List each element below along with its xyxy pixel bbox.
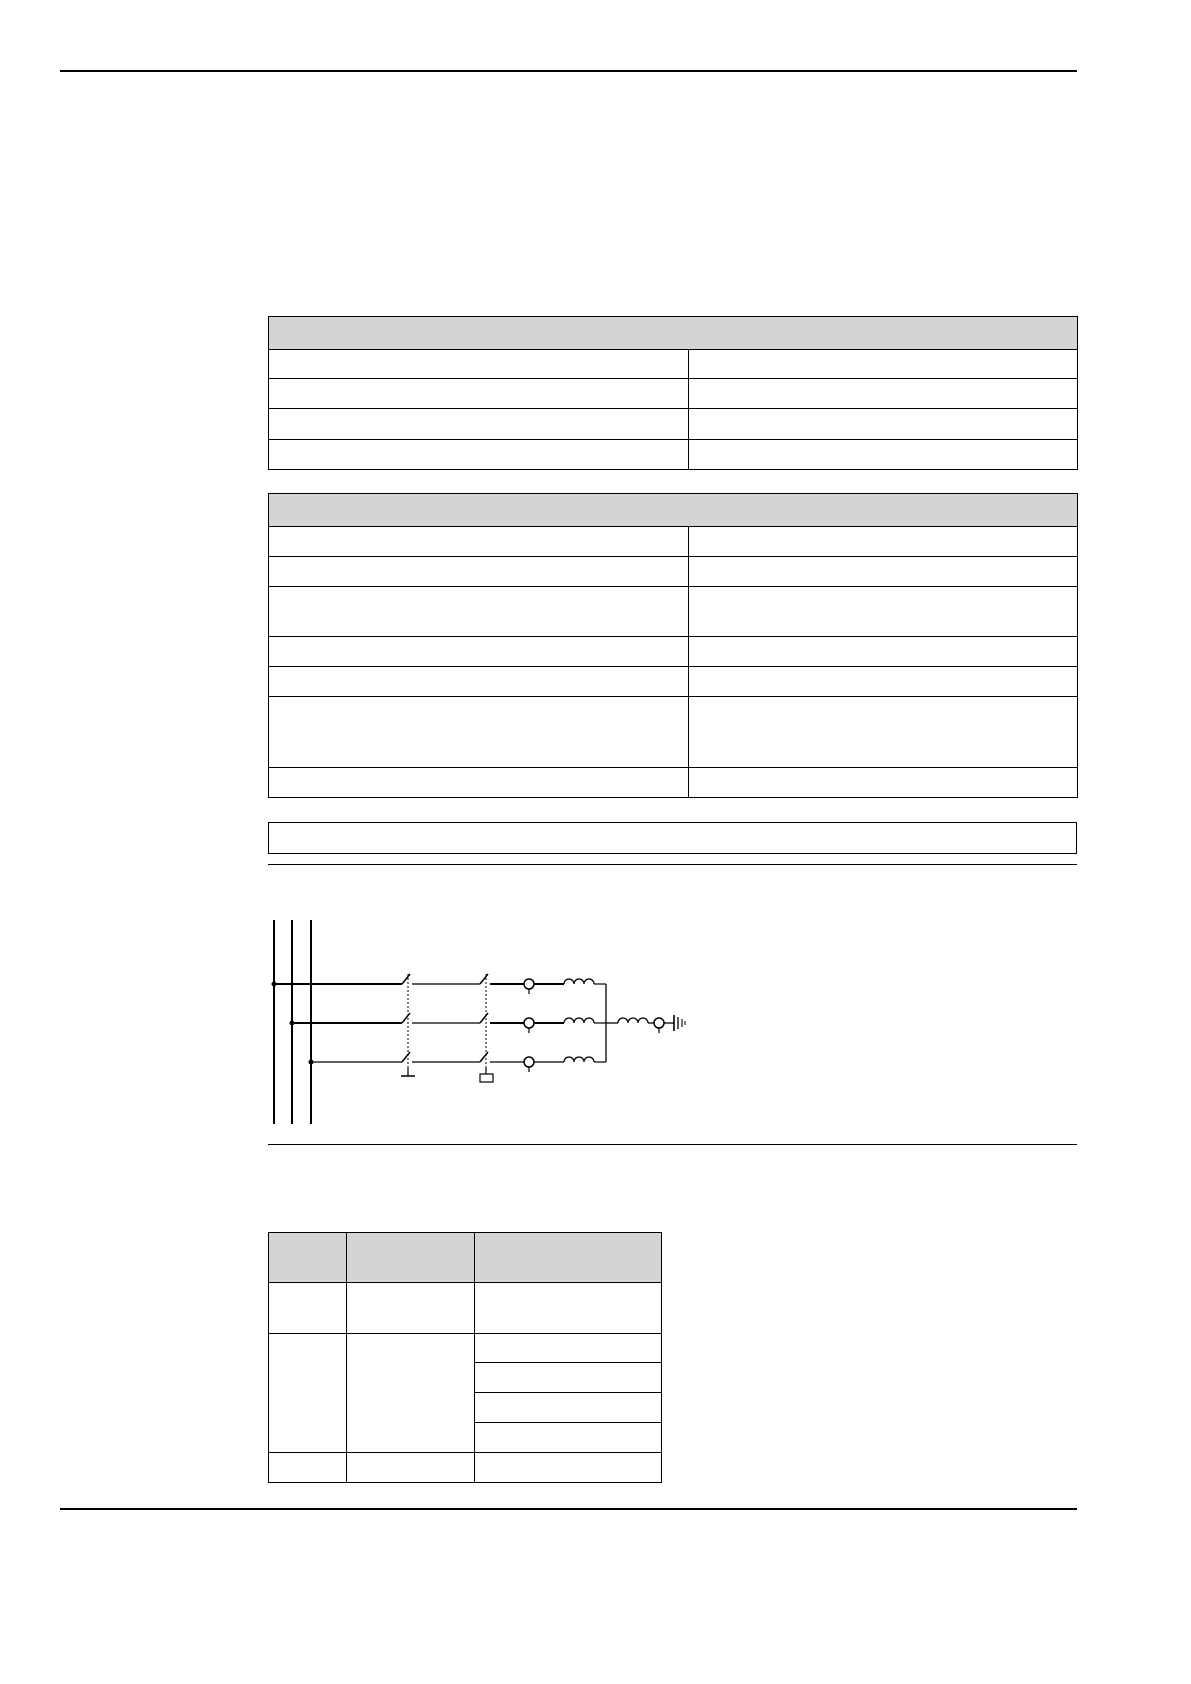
inductor-coil [564, 1057, 594, 1062]
table2-label [269, 697, 689, 768]
table2-value [689, 768, 1078, 798]
switch-blade [480, 974, 488, 984]
table3-cell [269, 1334, 347, 1453]
current-transformer [524, 979, 534, 989]
table2-label [269, 637, 689, 667]
spec-table-1 [268, 316, 1078, 470]
table3-cell [475, 1363, 662, 1393]
table2-label [269, 667, 689, 697]
table3-header [347, 1233, 475, 1283]
table1-title [269, 317, 1078, 350]
switch-blade [480, 1052, 488, 1062]
table1-value [689, 409, 1078, 440]
table1-label [269, 350, 689, 379]
header-rule [60, 70, 1077, 72]
diagram-top-rule [268, 864, 1077, 865]
table3-cell [475, 1393, 662, 1423]
table2-value [689, 557, 1078, 587]
table2-value [689, 527, 1078, 557]
switch-blade [402, 1013, 410, 1023]
note-text [269, 823, 1077, 854]
table1-value [689, 379, 1078, 409]
table1-value [689, 440, 1078, 470]
note-box [268, 822, 1077, 854]
footer-rule [60, 1508, 1077, 1510]
table3-cell [475, 1423, 662, 1453]
current-transformer [524, 1018, 534, 1028]
earth-symbol [674, 1015, 685, 1031]
table3-cell [269, 1283, 347, 1334]
inductor-coil [564, 1018, 594, 1023]
table3-cell [347, 1453, 475, 1483]
table1-label [269, 440, 689, 470]
table1-value [689, 350, 1078, 379]
table2-value [689, 697, 1078, 768]
table2-label [269, 557, 689, 587]
table2-value [689, 667, 1078, 697]
detail-table [268, 1232, 662, 1483]
table1-label [269, 409, 689, 440]
diagram-bottom-rule [268, 1144, 1077, 1145]
table2-label [269, 527, 689, 557]
table3-cell [475, 1283, 662, 1334]
table2-value [689, 637, 1078, 667]
table2-value [689, 587, 1078, 637]
switch-blade [402, 1052, 410, 1062]
switch-blade [480, 1013, 488, 1023]
inductor-coil [564, 979, 594, 984]
neutral-current-transformer [654, 1018, 664, 1028]
table2-title [269, 494, 1078, 527]
neutral-inductor [618, 1018, 648, 1023]
circuit-diagram [262, 918, 702, 1130]
table3-header [269, 1233, 347, 1283]
table3-cell [475, 1334, 662, 1363]
table2-label [269, 768, 689, 798]
table3-cell [475, 1453, 662, 1483]
actuator-box [480, 1074, 493, 1082]
table3-cell [269, 1453, 347, 1483]
table3-header [475, 1233, 662, 1283]
table2-label [269, 587, 689, 637]
switch-blade [402, 974, 410, 984]
spec-table-2 [268, 493, 1078, 798]
table3-cell [347, 1334, 475, 1453]
current-transformer [524, 1057, 534, 1067]
table3-cell [347, 1283, 475, 1334]
table1-label [269, 379, 689, 409]
